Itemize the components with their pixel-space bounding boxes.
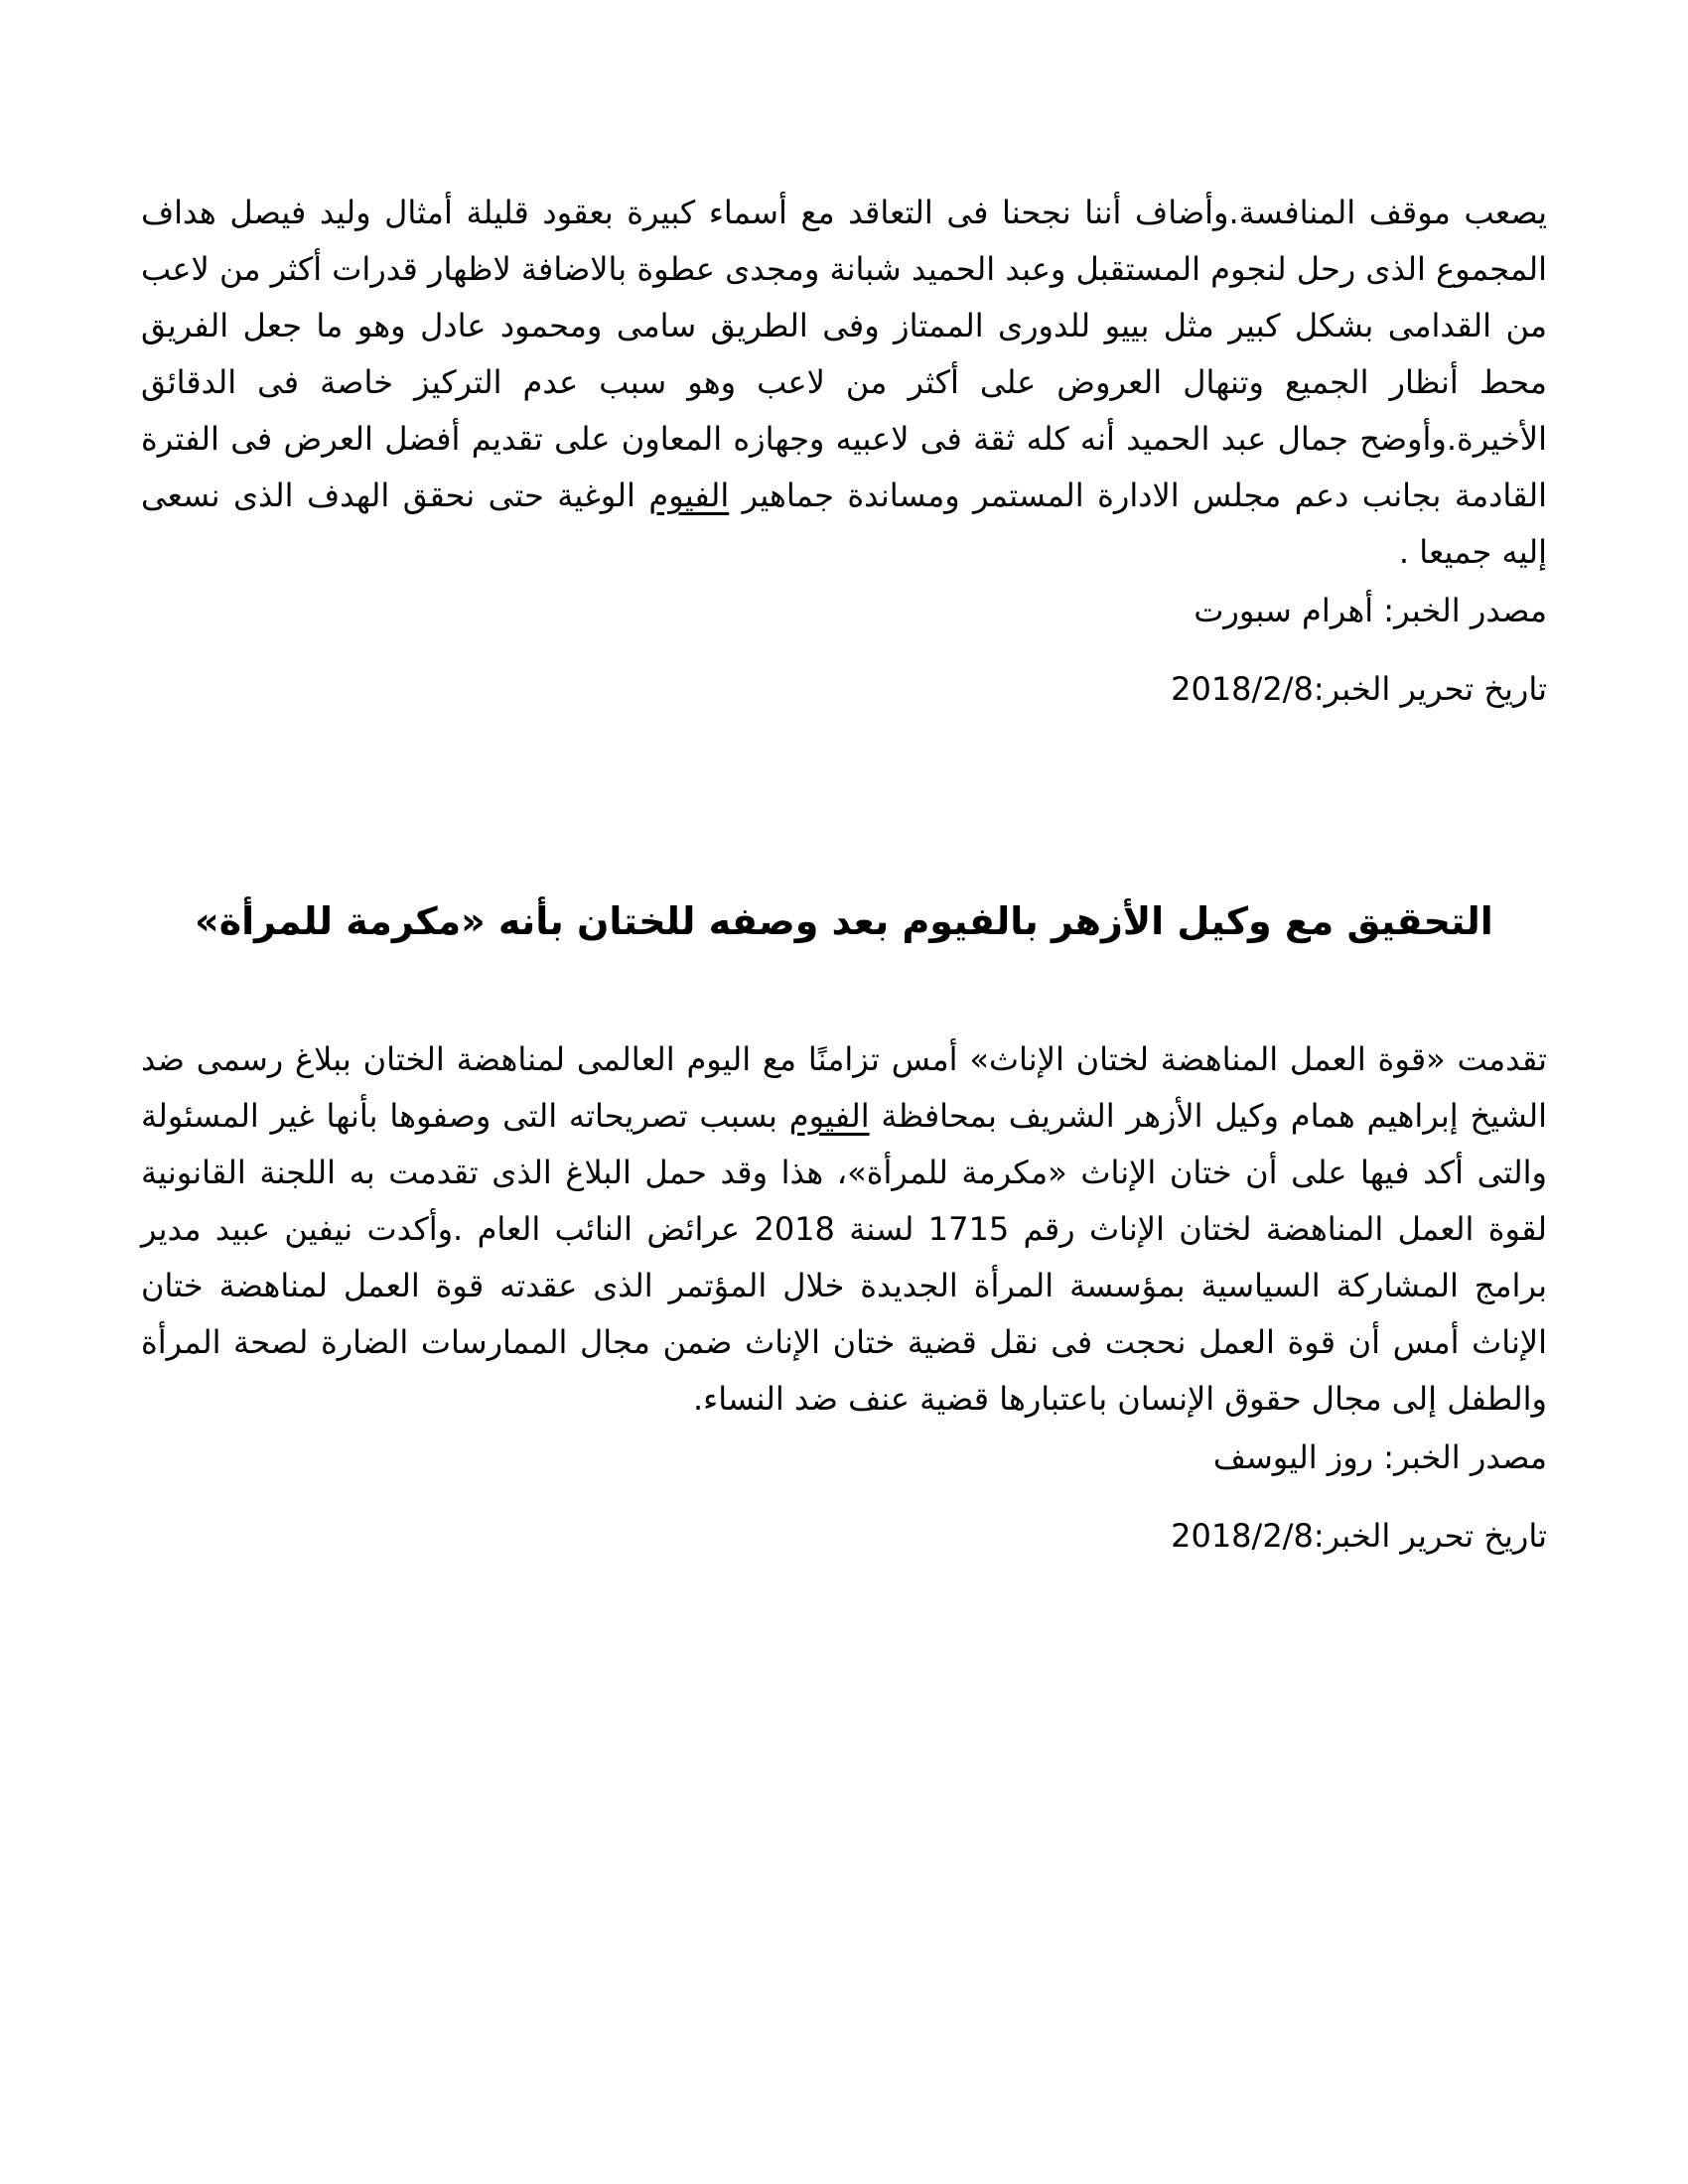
article-1-source-line: مصدر الخبر: أهرام سبورت [1194, 592, 1547, 629]
article-1-fayoum-link[interactable]: الفيوم [648, 477, 730, 514]
document-content [141, 185, 1547, 1565]
article-2-fayoum-link[interactable]: الفيوم [788, 1097, 870, 1135]
article-2-text-before-link: تقدمت «قوة العمل المناهضة لختان الإناث» أمس تزامنًا مع اليوم العالمى لمناهضة الختان ببلاغ رسمى ضد الشيخ إبراهيم همام وكيل الأزهر الشريف بمحافظة [141, 1040, 1548, 1135]
article-1-body [141, 185, 1547, 581]
article-2-body [141, 1031, 1547, 1428]
article-2-date-line: تاريخ تحرير الخبر:2018/2/8 [1171, 1517, 1547, 1555]
article-2-text-after-link: بسبب تصريحاته التى وصفوها بأنها غير المسئولة والتى أكد فيها على أن ختان الإناث «مكرمة للمرأة»، هذا وقد حمل البلاغ الذى تقدمت به اللجنة القانونية لقوة العمل المناهضة لختان الإناث رقم 1715 لسنة 2018 عرائض النائب العام .وأكدت نيفين عبيد مدير برامج المشاركة السياسية بمؤسسة المرأة الجديدة خلال المؤتمر الذى عقدته قوة العمل لمناهضة ختان الإناث أمس أن قوة العمل نحجت فى نقل قضية ختان الإناث ضمن مجال الممارسات الضارة لصحة المرأة والطفل إلى مجال حقوق الإنسان باعتبارها قضية عنف ضد النساء. [141, 1097, 1548, 1418]
article-2-source-line: مصدر الخبر: روز اليوسف [1212, 1438, 1547, 1476]
article-1-date-line: تاريخ تحرير الخبر:2018/2/8 [1171, 670, 1547, 708]
article-1-text-before-link: يصعب موقف المنافسة.وأضاف أننا نجحنا فى التعاقد مع أسماء كبيرة بعقود قليلة أمثال وليد فيصل هداف المجموع الذى رحل لنجوم المستقبل وعبد الحميد شبانة ومجدى عطوة بالاضافة لاظهار قدرات أكثر من لاعب من القدامى بشكل كبير مثل بييو للدورى الممتاز وفى الطريق سامى ومحمود عادل وهو ما جعل الفريق محط أنظار الجميع وتنهال العروض على أكثر من لاعب وهو سبب عدم التركيز خاصة فى الدقائق الأخيرة.وأوضح جمال عبد الحميد أنه كله ثقة فى لاعبيه وجهازه المعاون على تقديم أفضل العرض فى الفترة القادمة بجانب دعم مجلس الادارة المستمر ومساندة جماهير [141, 194, 1548, 514]
article-2-headline: التحقيق مع وكيل الأزهر بالفيوم بعد وصفه للختان بأنه «مكرمة للمرأة» [195, 899, 1493, 943]
article-1-text-after-link: الوغية حتى نحقق الهدف الذى نسعى إليه جميعا . [141, 477, 1547, 571]
